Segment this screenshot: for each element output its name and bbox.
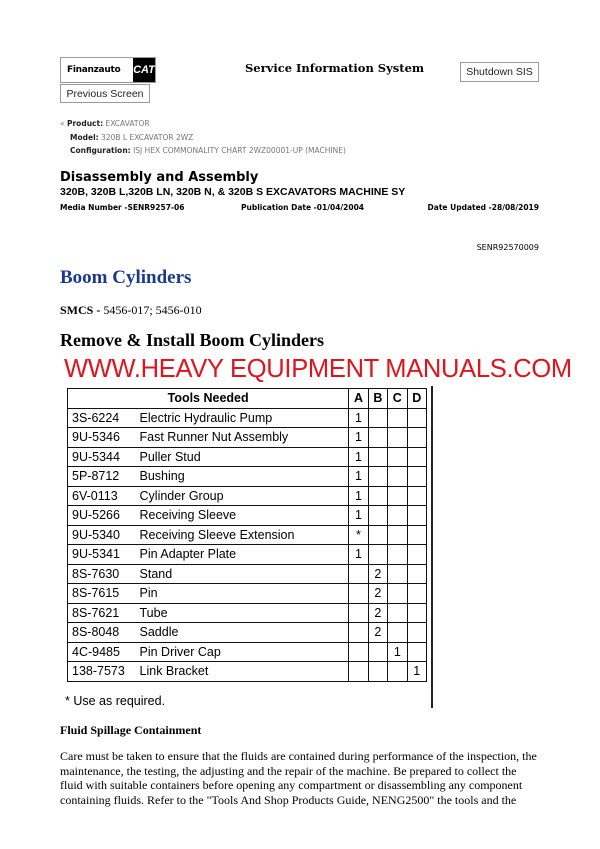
part-number: 4C-9485 bbox=[68, 642, 136, 662]
quantity-cell bbox=[349, 584, 368, 604]
table-row bbox=[68, 603, 427, 623]
quantity-cell bbox=[388, 564, 407, 584]
quantity-cell: 1 bbox=[349, 467, 368, 487]
tool-name: Saddle bbox=[136, 623, 349, 643]
col-d: D bbox=[407, 389, 426, 409]
fluid-heading: Fluid Spillage Containment bbox=[60, 723, 202, 737]
tool-name: Receiving Sleeve Extension bbox=[136, 525, 349, 545]
quantity-cell bbox=[407, 603, 426, 623]
tool-name: Pin bbox=[136, 584, 349, 604]
part-number: 9U-5341 bbox=[68, 545, 136, 565]
table-row bbox=[68, 623, 427, 643]
quantity-cell bbox=[388, 525, 407, 545]
quantity-cell bbox=[368, 467, 387, 487]
doc-reference: SENR92570009 bbox=[476, 243, 539, 252]
quantity-cell bbox=[368, 486, 387, 506]
quantity-cell bbox=[407, 467, 426, 487]
part-number: 8S-8048 bbox=[68, 623, 136, 643]
quantity-cell bbox=[388, 545, 407, 565]
model-line: Model: 320B L EXCAVATOR 2WZ bbox=[70, 133, 194, 142]
col-b: B bbox=[368, 389, 387, 409]
quantity-cell bbox=[388, 662, 407, 682]
date-updated: Date Updated -28/08/2019 bbox=[427, 203, 539, 212]
finanzauto-cat-logo: Finanzauto CAT bbox=[60, 57, 156, 83]
part-number: 5P-8712 bbox=[68, 467, 136, 487]
table-header bbox=[68, 389, 427, 409]
tools-needed-header: Tools Needed bbox=[68, 389, 349, 409]
quantity-cell bbox=[349, 623, 368, 643]
tool-name: Electric Hydraulic Pump bbox=[136, 408, 349, 428]
part-number: 3S-6224 bbox=[68, 408, 136, 428]
tool-name: Link Bracket bbox=[136, 662, 349, 682]
quantity-cell bbox=[388, 584, 407, 604]
tool-name: Bushing bbox=[136, 467, 349, 487]
table-row bbox=[68, 408, 427, 428]
shutdown-sis-button[interactable]: Shutdown SIS bbox=[460, 62, 539, 82]
table-row bbox=[68, 428, 427, 448]
section-title: Boom Cylinders bbox=[60, 267, 192, 288]
figure-border bbox=[431, 386, 433, 708]
tool-name: Pin Adapter Plate bbox=[136, 545, 349, 565]
previous-screen-button[interactable]: Previous Screen bbox=[60, 84, 150, 103]
quantity-cell bbox=[407, 545, 426, 565]
quantity-cell bbox=[349, 564, 368, 584]
table-row bbox=[68, 525, 427, 545]
quantity-cell: 1 bbox=[349, 447, 368, 467]
quantity-cell bbox=[407, 428, 426, 448]
tool-name: Cylinder Group bbox=[136, 486, 349, 506]
part-number: 8S-7621 bbox=[68, 603, 136, 623]
table-row bbox=[68, 642, 427, 662]
quantity-cell: 1 bbox=[388, 642, 407, 662]
configuration-line: Configuration: ISJ HEX COMMONALITY CHART 2WZ00001-UP (MACHINE) bbox=[70, 146, 346, 155]
tool-name: Puller Stud bbox=[136, 447, 349, 467]
table-row bbox=[68, 584, 427, 604]
quantity-cell: 1 bbox=[349, 506, 368, 526]
col-c: C bbox=[388, 389, 407, 409]
quantity-cell: 1 bbox=[349, 408, 368, 428]
quantity-cell bbox=[349, 603, 368, 623]
quantity-cell bbox=[407, 506, 426, 526]
quantity-cell bbox=[368, 662, 387, 682]
quantity-cell bbox=[349, 662, 368, 682]
quantity-cell bbox=[407, 408, 426, 428]
part-number: 9U-5340 bbox=[68, 525, 136, 545]
quantity-cell bbox=[407, 642, 426, 662]
doc-subtitle: 320B, 320B L,320B LN, 320B N, & 320B S EXCAVATORS MACHINE SY bbox=[60, 186, 406, 198]
tool-name: Receiving Sleeve bbox=[136, 506, 349, 526]
part-number: 8S-7615 bbox=[68, 584, 136, 604]
quantity-cell bbox=[388, 408, 407, 428]
col-a: A bbox=[349, 389, 368, 409]
quantity-cell: 1 bbox=[407, 662, 426, 682]
quantity-cell bbox=[388, 447, 407, 467]
quantity-cell bbox=[388, 486, 407, 506]
quantity-cell: 2 bbox=[368, 623, 387, 643]
table-row bbox=[68, 545, 427, 565]
quantity-cell bbox=[368, 545, 387, 565]
part-number: 9U-5346 bbox=[68, 428, 136, 448]
quantity-cell bbox=[368, 408, 387, 428]
tool-name: Pin Driver Cap bbox=[136, 642, 349, 662]
doc-title: Disassembly and Assembly bbox=[60, 170, 259, 185]
table-row bbox=[68, 564, 427, 584]
tool-name: Stand bbox=[136, 564, 349, 584]
app-title: Service Information System bbox=[245, 61, 425, 75]
table-row bbox=[68, 486, 427, 506]
product-line: « Product: EXCAVATOR bbox=[60, 119, 150, 128]
tool-name: Fast Runner Nut Assembly bbox=[136, 428, 349, 448]
tool-name: Tube bbox=[136, 603, 349, 623]
procedure-title: Remove & Install Boom Cylinders bbox=[60, 330, 324, 350]
quantity-cell bbox=[407, 584, 426, 604]
smcs-line: SMCS - 5456-017; 5456-010 bbox=[60, 303, 202, 317]
quantity-cell bbox=[388, 623, 407, 643]
part-number: 9U-5344 bbox=[68, 447, 136, 467]
quantity-cell bbox=[368, 447, 387, 467]
part-number: 6V-0113 bbox=[68, 486, 136, 506]
quantity-cell: 1 bbox=[349, 486, 368, 506]
quantity-cell bbox=[349, 642, 368, 662]
quantity-cell: 1 bbox=[349, 545, 368, 565]
quantity-cell bbox=[388, 603, 407, 623]
quantity-cell bbox=[368, 642, 387, 662]
back-arrow-icon[interactable]: « bbox=[60, 119, 65, 128]
quantity-cell bbox=[368, 506, 387, 526]
quantity-cell bbox=[407, 623, 426, 643]
quantity-cell bbox=[407, 486, 426, 506]
quantity-cell bbox=[368, 525, 387, 545]
quantity-cell: * bbox=[349, 525, 368, 545]
watermark: WWW.HEAVY EQUIPMENT MANUALS.COM bbox=[64, 355, 572, 383]
quantity-cell bbox=[407, 447, 426, 467]
table-row bbox=[68, 447, 427, 467]
quantity-cell bbox=[388, 467, 407, 487]
quantity-cell bbox=[407, 564, 426, 584]
part-number: 138-7573 bbox=[68, 662, 136, 682]
quantity-cell: 2 bbox=[368, 603, 387, 623]
quantity-cell: 1 bbox=[349, 428, 368, 448]
publication-date: Publication Date -01/04/2004 bbox=[241, 203, 365, 212]
table-row bbox=[68, 662, 427, 682]
tools-needed-table bbox=[67, 388, 427, 682]
part-number: 9U-5266 bbox=[68, 506, 136, 526]
table-row bbox=[68, 506, 427, 526]
part-number: 8S-7630 bbox=[68, 564, 136, 584]
quantity-cell bbox=[407, 525, 426, 545]
table-row bbox=[68, 467, 427, 487]
quantity-cell bbox=[388, 428, 407, 448]
quantity-cell: 2 bbox=[368, 584, 387, 604]
quantity-cell: 2 bbox=[368, 564, 387, 584]
quantity-cell bbox=[388, 506, 407, 526]
quantity-cell bbox=[368, 428, 387, 448]
fluid-paragraph: Care must be taken to ensure that the fluids are contained during performance of the inspection, the maintenance, the testing, the adjusting and the repair of the machine. Be prepared to collect the fluid with suitable containers before opening any compartment or disassembling any component containing fluids. Refer to the "Tools And Shop Products Guide, NENG2500" the tools and the bbox=[60, 749, 537, 807]
table-footnote: * Use as required. bbox=[65, 694, 166, 708]
media-number: Media Number -SENR9257-06 bbox=[60, 203, 185, 212]
